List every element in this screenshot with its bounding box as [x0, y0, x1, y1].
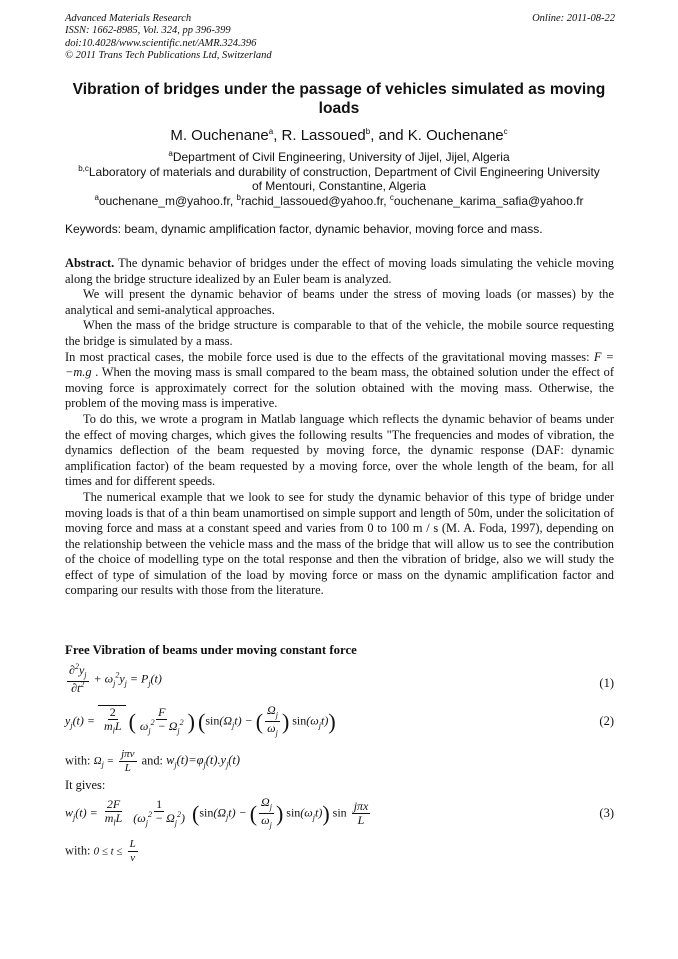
author-2-sup: b — [365, 127, 371, 136]
doi: doi:10.4028/www.scientific.net/AMR.324.396 — [65, 37, 257, 49]
author-3-sup: c — [503, 127, 508, 136]
with-label-2: with: — [65, 843, 91, 858]
section-title: Free Vibration of beams under moving constant force — [65, 643, 357, 657]
with-label-1: with: — [65, 753, 91, 768]
abstract-p4 — [65, 350, 614, 412]
emails — [60, 194, 618, 209]
equation-2 — [65, 704, 614, 744]
abstract-p3: When the mass of the bridge structure is comparable to that of the vehicle, the mobile source requesting the bridge is simulated by a mass. — [65, 318, 614, 348]
email-b-sup: b — [236, 192, 241, 202]
affiliation-a-sup: a — [168, 149, 173, 158]
and-label: and: — [141, 753, 163, 768]
email-b: rachid_lassoued@yahoo.fr, — [240, 193, 390, 208]
affiliation-bc-line2: of Mentouri, Constantine, Algeria — [251, 179, 427, 193]
abstract — [65, 256, 614, 599]
equation-1 — [65, 664, 614, 704]
issn: ISSN: 1662-8985, Vol. 324, pp 396-399 — [65, 25, 231, 37]
affiliation-bc-sup: b,c — [78, 163, 89, 173]
author-1: M. Ouchenane — [170, 127, 269, 144]
abstract-p5: To do this, we wrote a program in Matlab language which reflects the dynamic behavior of beams under the effect of moving charges, which gives the following results "The frequencies and modes of vibration, the dynamics deflection of the beam requested by moving force, the dynamic response (DAF: dynamic amplification factor) of the beam requested by a moving force, over the whole length of the beam, for all times and for different speeds. — [65, 411, 614, 489]
author-1-sup: a — [268, 127, 274, 136]
equation-3 — [65, 796, 614, 836]
affiliation-a — [60, 150, 618, 165]
journal-name: Advanced Materials Research — [65, 13, 192, 24]
affiliation-a-text: Department of Civil Engineering, University of Jijel, Jijel, Algeria — [172, 150, 510, 164]
equation-1-body: $\frac{\partial^2y_j}{\partial t^2}$ + $\omega_j^2y_j = P_j(t)$ — [69, 662, 162, 696]
abstract-p4-text-a: In most practical cases, the mobile force used is due to the effects of the gravitational moving masses: — [65, 349, 594, 364]
author-3: , and K. Ouchenane — [370, 127, 504, 144]
email-a: ouchenane_m@yahoo.fr, — [98, 193, 237, 208]
equation-3-body: $w_j(t)$ = $\frac{2F}{m_lL}$ $\frac{1}{(\omega_j^2 - \Omega_j^2)}$ ($\sin(\Omega_jt)$ − ( $\frac{\Omega_j}{\omega_j}$ ) $\sin(\omega_jt)$) sin $\frac{\text{jπx}}{L}$ — [65, 795, 369, 830]
abstract-p6: The numerical example that we look to see for study the dynamic behavior of this type of bridge under moving loads is that of a thin beam unamortised on simple support and length of 50m, under the solicitation of moving force and mass at a constant speed and varies from 0 to 100 m / s (M. A. Foda, 1997), depending on the relationship between the vehicle mass and the mass of the bridge that will allow us to see the contribution of the choice of modelling type on the total response and then the vibration of bridge, also we will study the effect of type of simulation of the load by moving force or mass on the dynamic amplification factor and comparing our results with those from the literature. — [65, 489, 614, 598]
with-line-1: with: $\Omega_j$ = $\frac{\text{jπv}}{L}$ and: $w_j(t)=\varphi_j(t).y_j(t)$ — [65, 748, 240, 774]
authors — [60, 127, 618, 145]
equation-1-number: (1) — [599, 676, 614, 690]
keywords: Keywords: beam, dynamic amplification factor, dynamic behavior, moving force and mass. — [65, 222, 543, 236]
email-c: ouchenane_karima_safia@yahoo.fr — [393, 193, 584, 208]
email-c-sup: c — [389, 192, 394, 202]
it-gives: It gives: — [65, 778, 106, 792]
affiliation-bc-line1: Laboratory of materials and durability of construction, Department of Civil Engineering University — [88, 164, 600, 179]
paper-title: Vibration of bridges under the passage of vehicles simulated as moving loads — [72, 81, 606, 117]
abstract-p2: We will present the dynamic behavior of beams under the stress of moving loads (or masses) by the analytical and semi-analytical approaches. — [65, 287, 614, 317]
abstract-p1-text: The dynamic behavior of bridges under the effect of moving loads simulating the vehicle moving along the bridge structure idealized by an Euler beam is analyzed. — [65, 256, 614, 286]
with-line-2: with: 0 ≤ t ≤ $\frac{L}{v}$ — [65, 838, 136, 864]
abstract-label: Abstract. — [65, 256, 115, 270]
affiliation-bc — [60, 165, 618, 194]
equation-3-number: (3) — [599, 806, 614, 820]
equation-2-body: $y_j(t)$ = $\frac{2}{m_lL}$ ( $\frac{F}{\omega_j^2 - \Omega_j^2}$ ) ($\sin(\Omega_jt)$ − ( $\frac{\Omega_j}{\omega_j}$ ) $\sin(\omega_jt)$) — [65, 703, 336, 738]
equation-2-number: (2) — [599, 714, 614, 728]
journal-header — [65, 13, 272, 62]
copyright: © 2011 Trans Tech Publications Ltd, Switzerland — [65, 49, 272, 61]
email-a-sup: a — [94, 192, 99, 202]
abstract-p4-equation: F = −m.g — [65, 349, 614, 380]
abstract-p1 — [65, 256, 614, 287]
abstract-p4-text-b: . When the moving mass is small compared to the beam mass, the obtained solution under the effect of moving force is approximately correct for the solution obtained with the moving mass. Otherwise, the problem of the moving mass is imperative. — [65, 365, 614, 411]
online-date: Online: 2011-08-22 — [532, 13, 615, 24]
author-2: , R. Lassoued — [273, 127, 366, 144]
